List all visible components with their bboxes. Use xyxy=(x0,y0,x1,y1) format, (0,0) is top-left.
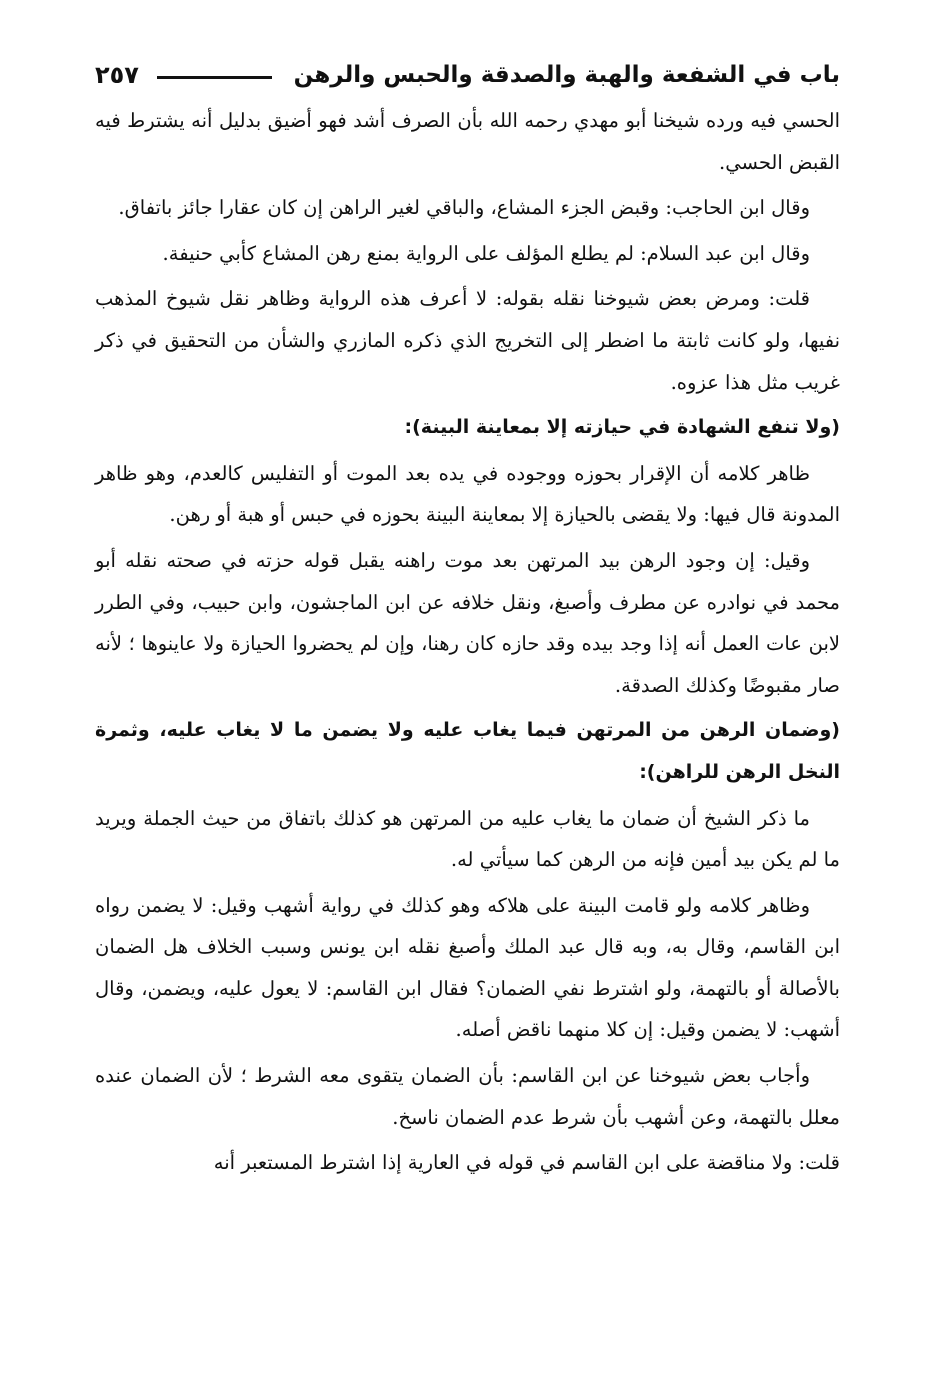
paragraph: وقال ابن عبد السلام: لم يطلع المؤلف على الرواية بمنع رهن المشاع كأبي حنيفة. xyxy=(162,241,810,265)
body-text xyxy=(95,100,840,1184)
paragraph: ظاهر كلامه أن الإقرار بحوزه ووجوده في يده بعد الموت أو التفليس كالعدم، وهو ظاهر المدونة قال فيها: ولا يقضى بالحيازة إلا بمعاينة البينة بحوزه في حبس أو هبة أو رهن. xyxy=(95,461,840,527)
matn-heading: (ولا تنفع الشهادة في حيازته إلا بمعاينة البينة): xyxy=(404,416,840,439)
header-rule xyxy=(157,76,272,79)
paragraph: قلت: ولا مناقضة على ابن القاسم في قوله في العارية إذا اشترط المستعبر أنه xyxy=(213,1151,840,1175)
chapter-title: باب في الشفعة والهبة والصدقة والحبس والرهن xyxy=(293,62,840,88)
paragraph: وقيل: إن وجود الرهن بيد المرتهن بعد موت راهنه يقبل قوله حزته في صحته نقله أبو محمد في نوادره عن مطرف وأصبغ، ونقل خلافه عن ابن الماجشون، وابن حبيب، وفي الطرر لابن عات العمل أنه إذا وجد بيده وقد حازه كان رهنا، وإن لم يحضروا الحيازة ولا عاينوها ؛ لأنه صار مقبوضًا وكذلك الصدقة. xyxy=(95,548,840,697)
paragraph: الحسي فيه ورده شيخنا أبو مهدي رحمه الله بأن الصرف أشد فهو أضيق بدليل أنه يشترط فيه القبض الحسي. xyxy=(95,109,840,174)
running-header xyxy=(95,50,840,100)
book-page xyxy=(95,50,840,1340)
matn-heading: (وضمان الرهن من المرتهن فيما يغاب عليه ولا يضمن ما لا يغاب عليه، وثمرة النخل الرهن للراهن): xyxy=(95,719,840,783)
paragraph: وأجاب بعض شيوخنا عن ابن القاسم: بأن الضمان يتقوى معه الشرط ؛ لأن الضمان عنده معلل بالتهمة، وعن أشهب بأن شرط عدم الضمان ناسخ. xyxy=(95,1064,840,1129)
paragraph: قلت: ومرض بعض شيوخنا نقله بقوله: لا أعرف هذه الرواية وظاهر نقل شيوخ المذهب نفيها، ولو كانت ثابتة ما اضطر إلى التخريج الذي ذكره المازري والشأن من التحقيق في ذكر غريب مثل هذا عزوه. xyxy=(95,287,840,394)
page-number: ٢٥٧ xyxy=(95,61,139,89)
paragraph: وظاهر كلامه ولو قامت البينة على هلاكه وهو كذلك في رواية أشهب وقيل: لا يضمن رواه ابن القاسم، وقال به، وبه قال عبد الملك وأصبغ نقله ابن يونس وسبب الخلاف هل الضمان بالأصالة أو بالتهمة، ولو اشترط نفي الضمان؟ فقال ابن القاسم: لا يعول عليه، ويضمن، وقال أشهب: لا يضمن وقيل: إن كلا منهما ناقض أصله. xyxy=(95,893,840,1042)
paragraph: ما ذكر الشيخ أن ضمان ما يغاب عليه من المرتهن هو كذلك باتفاق من حيث الجملة ويريد ما لم يكن بيد أمين فإنه من الرهن كما سيأتي له. xyxy=(95,806,840,872)
paragraph: وقال ابن الحاجب: وقبض الجزء المشاع، والباقي لغير الراهن إن كان عقارا جائز باتفاق. xyxy=(118,196,810,220)
